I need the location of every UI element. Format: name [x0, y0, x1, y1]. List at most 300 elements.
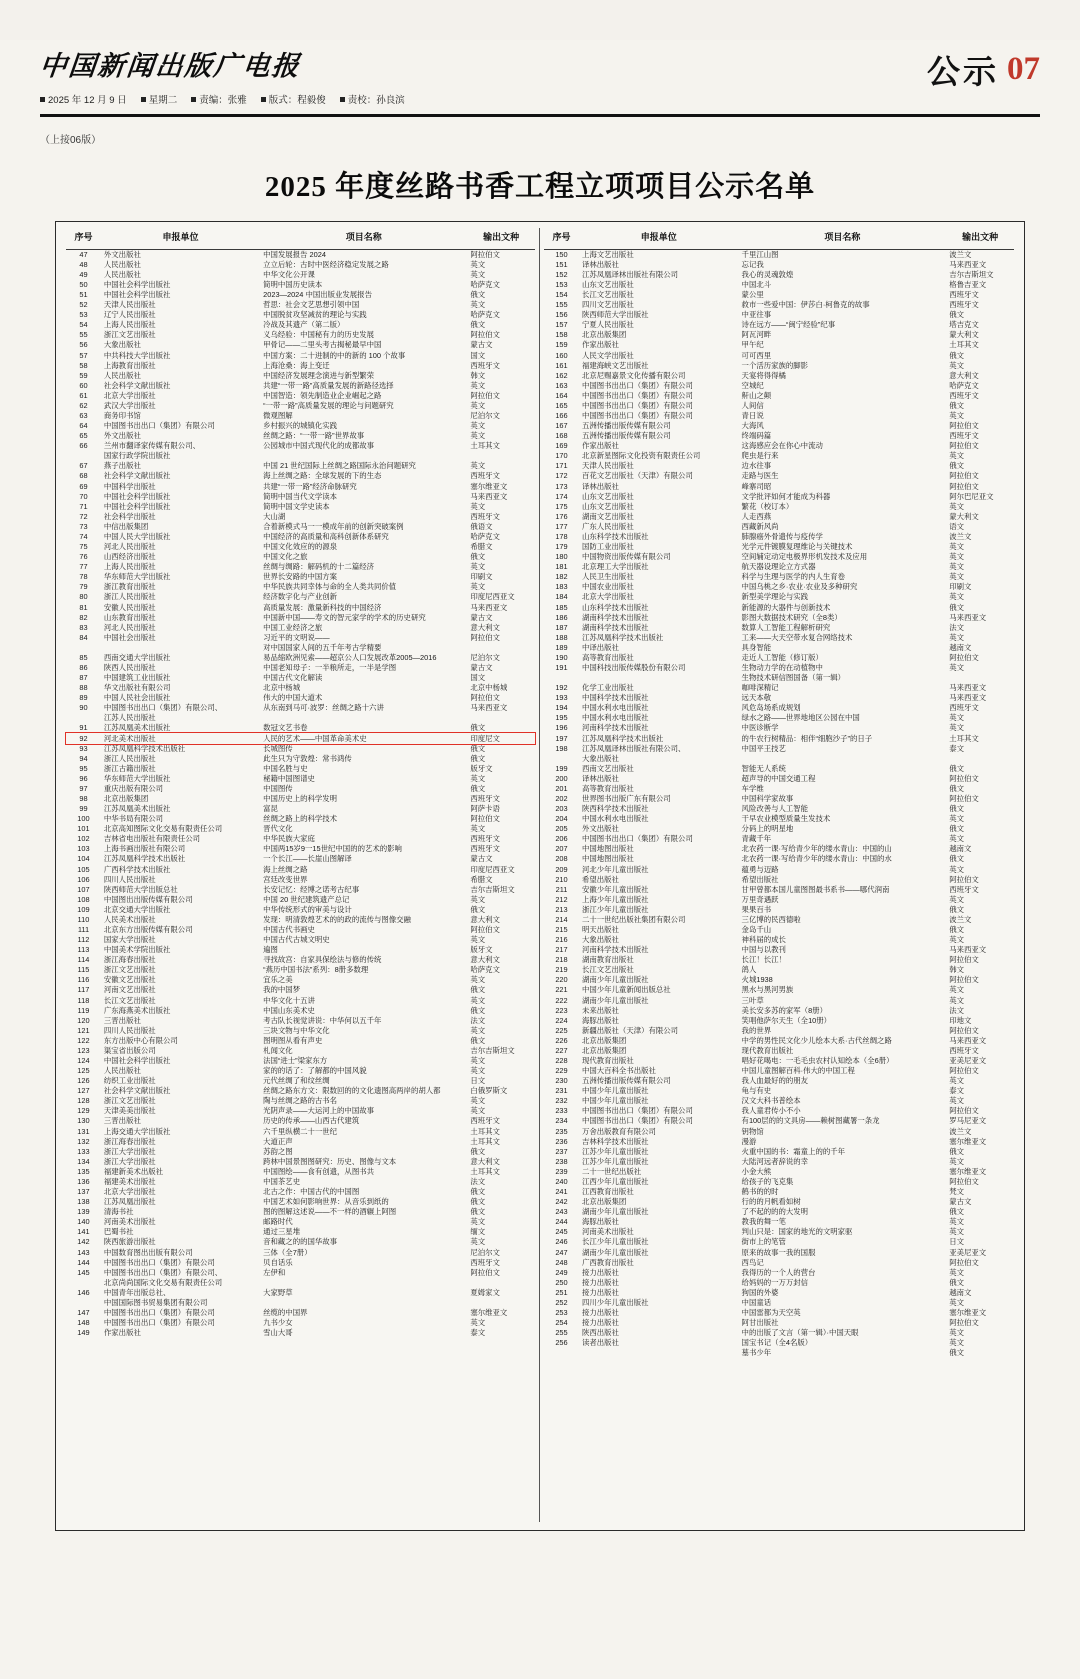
cell-name: 新能源的大器件与创新技术: [741, 602, 831, 612]
cell-no: 186: [555, 612, 568, 622]
cell-name: 冷战及其遗产（第二版）: [263, 320, 345, 330]
cell-name: 贝自话乐: [263, 1257, 293, 1267]
table-row: [544, 1116, 1014, 1126]
cell-no: 193: [555, 693, 568, 703]
cell-name: 中国脱贫攻坚减贫的理论与实践: [263, 310, 367, 320]
table-row: [66, 1096, 535, 1106]
cell-no: 208: [555, 854, 568, 864]
cell-lang: 英文: [470, 582, 486, 592]
table-header-row: [66, 228, 535, 249]
cell-no: 198: [555, 743, 568, 753]
cell-name: 具身智能: [741, 642, 772, 652]
cell-no: 77: [79, 562, 88, 572]
table-row: [66, 643, 535, 653]
cell-unit: 二十一世纪出版社: [581, 1166, 642, 1176]
table-row: [544, 1227, 1014, 1237]
cell-lang: 西班牙文: [470, 511, 500, 521]
cell-unit: 万舍出版教育有限公司: [581, 1126, 656, 1136]
cell-unit: 巴蜀书社: [103, 1227, 134, 1237]
table-row: [66, 249, 535, 260]
cell-unit: 河北少年儿童出版社: [581, 864, 649, 874]
table-row: [544, 492, 1014, 502]
cell-no: 64: [79, 421, 88, 431]
cell-unit: 清海书社: [103, 1207, 134, 1217]
table-row: [66, 996, 535, 1006]
table-row: [66, 1026, 535, 1036]
cell-name: 果果百书: [741, 904, 772, 914]
cell-no: 205: [555, 824, 568, 834]
cell-unit: 北京东方出版传媒有限公司: [103, 925, 193, 934]
cell-lang: 俄文: [949, 854, 965, 864]
cell-no: 135: [77, 1166, 90, 1176]
cell-no: 145: [77, 1267, 90, 1277]
table-row: [66, 1268, 535, 1278]
cell-unit: 人民出版社: [103, 1066, 141, 1076]
cell-unit: 福建海峡文艺出版社: [581, 360, 649, 370]
cell-lang: 西班牙文: [949, 703, 979, 713]
cell-name: 北农药一课·写给青少年的缕水青山：中国的水: [741, 854, 892, 864]
cell-name: 青日说: [741, 411, 764, 421]
cell-no: 170: [555, 451, 568, 461]
cell-no: 72: [79, 511, 88, 521]
cell-no: 106: [77, 874, 90, 884]
table-row: [544, 1167, 1014, 1177]
cell-no: 128: [77, 1096, 90, 1106]
cell-unit: 湖南少年儿童出版社: [581, 1207, 649, 1217]
cell-name: 伟大的中国大道术: [263, 693, 323, 703]
col-header-unit: 申报单位: [579, 228, 739, 249]
table-row: [66, 340, 535, 350]
table-row: [544, 260, 1014, 270]
cell-unit: 中国图书出出口（集团）有限公司: [581, 400, 693, 410]
table-row: [66, 1086, 535, 1096]
masthead-meta: [40, 92, 405, 106]
cell-no: 111: [77, 925, 90, 934]
cell-unit: 北京出版集团: [581, 330, 627, 340]
cell-no: 90: [79, 703, 88, 713]
table-row: [66, 794, 535, 804]
cell-no: 136: [77, 1176, 90, 1186]
table-row: [544, 582, 1014, 592]
table-row: [544, 945, 1014, 955]
table-row: [544, 471, 1014, 481]
cell-lang: 英文: [470, 300, 486, 310]
editor-credit: 责编：张雅: [199, 95, 247, 106]
table-row: [66, 1036, 535, 1046]
cell-lang: 罗马尼亚文: [949, 1116, 987, 1126]
cell-name: 三叶草: [741, 995, 764, 1005]
cell-unit: 国家行政学院出版社: [103, 451, 171, 461]
cell-name: 微观图解: [263, 411, 293, 421]
cell-unit: 中国建筑工业出版社: [103, 673, 171, 683]
cell-no: 88: [79, 683, 88, 693]
cell-lang: 俄文: [949, 763, 965, 773]
cell-unit: 中国国际图书贸易集团有限公司: [103, 1297, 208, 1307]
table-row: [66, 1066, 535, 1076]
table-row: [66, 1106, 535, 1116]
cell-no: 190: [555, 652, 568, 662]
cell-lang: 蒙古文: [470, 340, 493, 350]
cell-name: 救市一些爱中国：伊莎白·柯鲁克的故事: [741, 300, 870, 310]
page-title: 2025 年度丝路书香工程立项项目公示名单: [264, 171, 816, 203]
cell-unit: 陕西师范大学出版总社: [103, 884, 178, 894]
cell-lang: 法文: [470, 1015, 486, 1025]
cell-lang: 俄文: [949, 925, 965, 934]
cell-name: 通过三星堆: [263, 1227, 301, 1237]
cell-no: 214: [555, 914, 568, 924]
cell-no: 248: [555, 1257, 568, 1267]
cell-lang: 哈萨克文: [470, 965, 500, 975]
cell-unit: 浙江少年儿童出版社: [581, 904, 649, 914]
cell-no: 148: [77, 1318, 90, 1328]
cell-name: 数冠文艺书卷: [263, 723, 308, 733]
cell-name: 天宴将得得橘: [741, 370, 786, 380]
cell-lang: 英文: [470, 1056, 486, 1066]
cell-no: 105: [77, 864, 90, 874]
cell-lang: 阿拉伯文: [949, 471, 979, 481]
cell-no: 71: [79, 501, 88, 511]
cell-name: 中华民族共同幸体与命的全人类共同价值: [263, 582, 397, 592]
cell-no: 108: [77, 894, 90, 904]
cell-lang: 英文: [470, 1106, 486, 1116]
table-row: [544, 431, 1014, 441]
col-header-language: 输出文种: [946, 228, 1014, 249]
cell-name: 元代丝绸了和纹丝绸: [263, 1076, 330, 1086]
cell-lang: 马来西亚文: [949, 259, 987, 269]
col-header-unit: 申报单位: [101, 228, 260, 249]
cell-no: 213: [555, 904, 568, 914]
cell-no: 247: [555, 1247, 568, 1257]
cell-no: 226: [555, 1035, 568, 1045]
cell-name: 车学维: [741, 783, 764, 793]
table-row: [66, 471, 535, 481]
cell-lang: 阿拉伯文: [470, 390, 500, 400]
cell-name: 中国经济发展理念演进与新型繁荣: [263, 370, 374, 380]
cell-no: 244: [555, 1217, 568, 1227]
cell-name: 狗国的外婆: [741, 1287, 779, 1297]
cell-unit: 北京大学出版社: [103, 390, 156, 400]
cell-no: 61: [79, 390, 88, 400]
cell-lang: 英文: [470, 935, 486, 945]
cell-lang: 阿拉伯文: [949, 1257, 979, 1267]
cell-lang: [467, 1278, 535, 1288]
cell-lang: 阿拉伯文: [470, 249, 500, 259]
cell-no: 52: [79, 300, 88, 310]
cell-no: 189: [555, 642, 568, 652]
cell-unit: 江苏凤凰美术出版社: [103, 804, 171, 814]
cell-name: 此生只为守敦煌：常书鸿传: [263, 753, 352, 763]
table-row: [66, 784, 535, 794]
cell-name: 中国艺术如何影响世界：从音乐到纸的: [263, 1197, 389, 1207]
cell-unit: 中国科技出版传媒股份有限公司: [581, 662, 686, 672]
cell-no: 118: [77, 995, 90, 1005]
table-row: [66, 935, 535, 945]
cell-unit: 中国物资出版传媒有限公司: [581, 552, 671, 562]
cell-name: 共建“一带一路”高质量发展的新路径选择: [263, 380, 394, 390]
cell-name: 丝绸之路：“一带一路”世界故事: [263, 431, 365, 441]
cell-unit: 湖南文艺出版社: [581, 511, 634, 521]
cell-unit: 中国图书出出口（集团）有限公司: [103, 1257, 215, 1267]
cell-unit: 中国青年出版总社、: [103, 1287, 171, 1297]
table-row: [66, 905, 535, 915]
cell-unit: 中国地图出版社: [581, 854, 634, 864]
table-row: [544, 1197, 1014, 1207]
cell-unit: 中国图书出出口（集团）有限公司: [103, 421, 215, 431]
cell-unit: 中国图书出出口（集团）有限公司: [581, 1106, 693, 1116]
cell-no: 195: [555, 713, 568, 723]
cell-name: 中国茶艺史: [263, 1176, 301, 1186]
cell-no: 154: [555, 290, 568, 300]
cell-name: 有100层的的文具房——赖树图藏署一条龙: [741, 1116, 880, 1126]
cell-no: 115: [77, 965, 90, 975]
table-row: [66, 330, 535, 340]
cell-name: 阿瓦河畔: [741, 330, 772, 340]
cell-name: 世界长安路的中国方案: [263, 572, 338, 582]
cell-no: 132: [77, 1136, 90, 1146]
cell-no: 78: [79, 572, 88, 582]
cell-name: 大陆河远者辞说的幸: [741, 1156, 809, 1166]
cell-unit: 浙江教育出版社: [103, 582, 156, 592]
table-row: [544, 391, 1014, 401]
cell-unit: 广西科学技术出版社: [103, 864, 171, 874]
cell-name: 空城纪: [741, 380, 764, 390]
cell-lang: 阿拉伯文: [949, 481, 979, 491]
table-row: [544, 1157, 1014, 1167]
cell-unit: 四川少年儿童出版社: [581, 1297, 649, 1307]
table-row: [66, 663, 535, 673]
cell-lang: 越南文: [949, 1287, 972, 1297]
cell-lang: 英文: [470, 975, 486, 985]
cell-name: 鼾山之颠: [741, 390, 772, 400]
cell-unit: 接力出版社: [581, 1277, 619, 1287]
cell-unit: 中国科学技术出版社: [581, 693, 649, 703]
cell-name: 国宝书记（全4名版）: [741, 1338, 813, 1348]
table-row: [66, 885, 535, 895]
cell-unit: 接力出版社: [581, 1287, 619, 1297]
cell-unit: 作家出版社: [103, 1328, 141, 1338]
cell-lang: 吉尔吉斯坦文: [470, 1045, 515, 1055]
cell-name: 行的的月帆看如树: [741, 1197, 801, 1207]
cell-name: 中国北斗: [741, 280, 772, 289]
cell-unit: 湖南科学技术出版社: [581, 622, 649, 632]
cell-lang: 俄文: [470, 743, 486, 753]
cell-lang: 格鲁吉亚文: [949, 280, 987, 289]
cell-unit: 江苏凤凰译林出版社有限公司、: [581, 743, 686, 753]
cell-no: 237: [555, 1146, 568, 1156]
table-row: [66, 723, 535, 733]
cell-no: 238: [555, 1156, 568, 1166]
cell-no: 47: [79, 249, 88, 259]
table-row: [544, 774, 1014, 784]
table-row: [544, 1278, 1014, 1288]
table-row: [544, 1086, 1014, 1096]
cell-no: 48: [79, 259, 88, 269]
cell-unit: 译林出版社: [581, 481, 619, 491]
table-row: [544, 623, 1014, 633]
cell-name: 肺腺癌外骨遗传与疫传学: [741, 531, 823, 541]
cell-no: 130: [77, 1116, 90, 1126]
cell-lang: 英文: [470, 400, 486, 410]
cell-no: 79: [79, 582, 88, 592]
cell-unit: 山东科学技术出版社: [581, 602, 649, 612]
table-row: [544, 320, 1014, 330]
cell-no: 253: [555, 1307, 568, 1317]
cell-name: 中国图绘——食有创遗，从图书共: [263, 1166, 374, 1176]
table-row: [66, 895, 535, 905]
cell-unit: 中国社会科学出版社: [103, 1056, 171, 1066]
cell-unit: 上海教育出版社: [103, 360, 156, 370]
table-row: [66, 441, 535, 451]
table-row: [544, 673, 1014, 683]
cell-lang: 蒙古文: [470, 854, 493, 864]
cell-no: 155: [555, 300, 568, 310]
cell-unit: 陕西旅游出版社: [103, 1237, 156, 1247]
table-row: [544, 1036, 1014, 1046]
cell-no: 200: [555, 773, 568, 783]
cell-name: [260, 1278, 467, 1288]
cell-no: 167: [555, 421, 568, 431]
cell-no: 181: [555, 562, 568, 572]
table-row: [544, 522, 1014, 532]
cell-lang: 法文: [470, 1176, 486, 1186]
cell-lang: 俄文: [949, 1277, 965, 1287]
cell-unit: 浙江文艺出版社: [103, 330, 156, 340]
table-row: [544, 310, 1014, 320]
cell-no: 223: [555, 1005, 568, 1015]
cell-no: [66, 1278, 101, 1288]
cell-no: 199: [555, 763, 568, 773]
cell-unit: 中译出版社: [581, 642, 619, 652]
cell-unit: 武汉大学出版社: [103, 400, 156, 410]
table-row: [544, 633, 1014, 643]
cell-unit: [101, 643, 260, 653]
list-table-left: [66, 228, 535, 1338]
cell-name: 左伊和: [263, 1267, 286, 1277]
table-row: [66, 623, 535, 633]
table-row: [66, 814, 535, 824]
table-row: [544, 1258, 1014, 1268]
bullet-icon: [340, 97, 345, 102]
cell-no: 201: [555, 783, 568, 793]
cell-lang: 英文: [949, 985, 965, 995]
cell-no: 87: [79, 673, 88, 683]
cell-lang: 英文: [949, 894, 965, 904]
table-row: [544, 854, 1014, 864]
cell-name: 中国图传: [263, 783, 293, 793]
newspaper-page: [0, 40, 1080, 1679]
table-row: [66, 1278, 535, 1288]
cell-no: 171: [555, 461, 568, 471]
table-row: [66, 1187, 535, 1197]
table-row: [544, 461, 1014, 471]
cell-unit: 大象出版社: [581, 753, 619, 763]
cell-name: 易品缩欧洲见索——超京公人口发展改革2005—2016: [263, 652, 437, 662]
cell-name: 发现：明清敦煌艺术的的政的流传与图像交融: [263, 914, 411, 924]
cell-lang: 西班牙文: [949, 290, 979, 300]
cell-unit: 中国地图出版社: [581, 844, 634, 854]
cell-unit: 接力出版社: [581, 1267, 619, 1277]
cell-lang: 波兰文: [949, 914, 972, 924]
cell-unit: 新疆出版社（天津）有限公司: [581, 1025, 679, 1035]
cell-no: 184: [555, 592, 568, 602]
cell-name: 蒙公里: [741, 290, 764, 300]
cell-name: 中国文化之旅: [263, 552, 308, 562]
table-row: [66, 774, 535, 784]
cell-unit: 河南科学技术出版社: [581, 945, 649, 955]
cell-no: 240: [555, 1176, 568, 1186]
table-row: [544, 713, 1014, 723]
cell-unit: 中国水利水电出版社: [581, 703, 649, 713]
cell-lang: 英文: [949, 864, 965, 874]
cell-name: 中国古代文化解读: [263, 673, 323, 683]
cell-lang: 吉尔吉斯坦文: [949, 269, 994, 279]
cell-name: 的牛农行树精品：相伴“细胞沙子”的日子: [741, 733, 873, 743]
table-row: [66, 945, 535, 955]
cell-no: 232: [555, 1096, 568, 1106]
cell-no: 125: [77, 1066, 90, 1076]
cell-lang: 波兰文: [949, 1126, 972, 1136]
table-row: [544, 1076, 1014, 1086]
cell-no: 107: [77, 884, 90, 894]
cell-lang: 英文: [949, 1227, 965, 1237]
cell-no: 182: [555, 572, 568, 582]
cell-unit: 五洲传播出版传媒有限公司: [581, 431, 671, 441]
cell-unit: 中国少年儿童新闻出版总社: [581, 985, 671, 995]
cell-name: 风危岛场系成规划: [741, 703, 801, 713]
cell-lang: 塞尔维亚文: [470, 1307, 508, 1317]
table-row: [66, 744, 535, 754]
table-row: [544, 1177, 1014, 1187]
table-row: [66, 1298, 535, 1308]
cell-name: 中国方案：二十进制的中的新的 100 个故事: [263, 350, 406, 360]
cell-lang: 英文: [949, 542, 965, 552]
table-row: [66, 361, 535, 371]
cell-unit: 浙江海春出版社: [103, 1136, 156, 1146]
section-label: 公示: [927, 55, 999, 91]
cell-unit: 江苏人民出版社: [103, 713, 156, 723]
col-header-project: 项目名称: [739, 228, 947, 249]
cell-no: 67: [79, 461, 88, 471]
cell-unit: 中国农业出版社: [581, 582, 634, 592]
cell-name: 金岛千山: [741, 925, 772, 934]
cell-name: [260, 451, 467, 461]
cell-name: 可可西里: [741, 350, 772, 360]
cell-lang: 意大利文: [949, 370, 979, 380]
cell-name: 陶与丝绸之路的古书名: [263, 1096, 338, 1106]
cell-name: 跨林中国景图图研究：历史、图像与文本: [263, 1156, 397, 1166]
table-row: [66, 542, 535, 552]
bullet-icon: [261, 97, 266, 102]
cell-unit: 浙江大学出版社: [103, 1146, 156, 1156]
cell-no: 109: [77, 904, 90, 914]
table-row: [66, 683, 535, 693]
cell-name: 大山湖: [263, 511, 286, 521]
cell-lang: 阿拉伯文: [470, 1267, 500, 1277]
table-row: [66, 733, 535, 743]
cell-name: 中国古代书画史: [263, 925, 315, 934]
cell-name: 一个长江——长崖山图解译: [263, 854, 352, 864]
cell-name: 鹤书的的时: [741, 1187, 779, 1197]
cell-lang: 阿拉伯文: [949, 421, 979, 431]
cell-unit: 中国社会出版社: [103, 632, 156, 642]
cell-no: 102: [77, 834, 90, 844]
cell-lang: 英文: [470, 421, 486, 431]
cell-unit: 北京出版集团: [581, 1035, 627, 1045]
cell-unit: 高等教育出版社: [581, 783, 634, 793]
cell-no: 220: [555, 975, 568, 985]
cell-lang: 英文: [949, 1096, 965, 1106]
cell-unit: 浙江人民出版社: [103, 592, 156, 602]
